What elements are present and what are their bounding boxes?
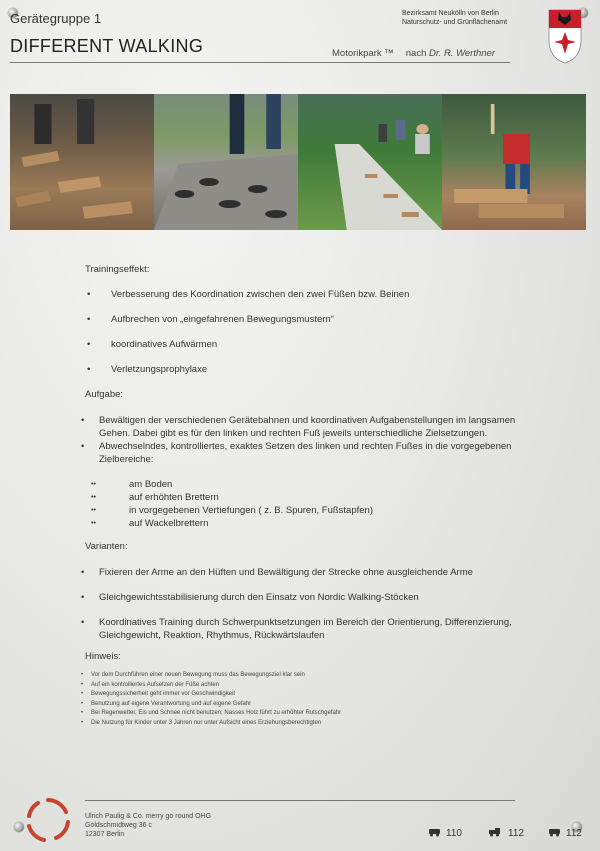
photo-footprint-track [154, 94, 298, 230]
list-item: • Benutzung auf eigene Verantwortung und auf eigene Gefahr [79, 700, 545, 710]
list-item: • Bewegungssicherheit geht immer vor Geschwindigkeit [79, 690, 545, 700]
company-city: 12307 Berlin [85, 831, 125, 838]
author-name: Dr. R. Werthner [429, 48, 496, 59]
list-item: •• auf Wackelbrettern [85, 517, 545, 530]
berlin-neukoelln-crest-icon [546, 6, 584, 64]
fall-height-icon [488, 827, 501, 837]
list-item: • Gleichgewichtsstabilisierung durch den Einsatz von Nordic Walking-Stöcken [79, 591, 545, 604]
training-effect-list [85, 289, 545, 375]
task-list [79, 414, 545, 466]
content-body [85, 264, 545, 728]
page-title: DIFFERENT WALKING [10, 36, 204, 56]
list-item: •• in vorgegebenen Vertiefungen ( z. B. Spuren, Fußstapfen) [85, 504, 545, 517]
photo-strip [10, 94, 586, 230]
task-title: Aufgabe: [85, 389, 124, 400]
merry-go-round-logo-icon [24, 796, 72, 844]
notes-list [79, 671, 545, 728]
list-item: • Abwechselndes, kontrolliertes, exaktes Setzen des linken und rechten Fußes in die vorgegebenen Zielbereiche: [79, 440, 545, 466]
district-office [402, 9, 542, 27]
list-item: •• am Boden [85, 478, 545, 491]
manufacturer-address [85, 812, 211, 839]
list-item: • Bewältigen der verschiedenen Gerätebahnen und koordinativen Aufgabenstellungen im langsamen Gehen. Dabei gibt es für den linken und rechten Fuß jeweils unterschiedliche Zielsetzungen. [79, 414, 545, 440]
footer-divider [85, 800, 515, 801]
height-value-2: 112 [508, 828, 524, 839]
fall-height-icon [548, 827, 561, 837]
office-line-2: Naturschutz- und Grünflächenamt [402, 19, 508, 26]
list-item: • koordinatives Aufwärmen [85, 339, 545, 350]
notes-title: Hinweis: [85, 651, 121, 662]
photo-walkers-on-gravel-path [298, 94, 442, 230]
list-item: •• auf erhöhten Brettern [85, 491, 545, 504]
list-item: • Die Nutzung für Kinder unter 3 Jahren nur unter Aufsicht eines Erziehungsberechtigten [79, 719, 545, 729]
list-item: • Bei Regenwetter, Eis und Schnee nicht benutzen; Nasses Holz führt zu erhöhter Rutschgefahr [79, 709, 545, 719]
screw-bottom-left [14, 822, 24, 832]
height-value-1: 110 [446, 828, 462, 839]
height-value-3: 112 [566, 828, 582, 839]
office-line-1: Bezirksamt Neukölln von Berlin [402, 10, 499, 17]
target-area-list [85, 478, 545, 530]
variants-title: Varianten: [85, 541, 128, 552]
list-item: • Fixieren der Arme an den Hüften und Bewältigung der Strecke ohne ausgleichende Arme [79, 566, 545, 579]
equipment-group-label: Gerätegruppe 1 [10, 11, 102, 26]
training-effect-title: Trainingseffekt: [85, 264, 150, 275]
list-item: • Auf ein kontrolliertes Aufsetzen der Füße achten [79, 681, 545, 691]
company-street: Goldschmidtweg 36 c [85, 822, 152, 829]
program-credit [332, 48, 495, 59]
title-divider [10, 62, 510, 63]
fall-height-icon [428, 827, 441, 837]
company-name: Ulrich Paulig & Co. merry go round OHG [85, 813, 212, 820]
variants-list [79, 566, 545, 642]
list-item: • Aufbrechen von „eingefahrenen Bewegungsmustern“ [85, 314, 545, 325]
author-prefix: nach [405, 48, 427, 59]
list-item: • Koordinatives Training durch Schwerpunktsetzungen im Bereich der Orientierung, Differenzierung, Gleichgewicht, Reaktion, Rhythmus, Rückwärtslaufen [79, 616, 545, 642]
list-item: • Verletzungsprophylaxe [85, 364, 545, 375]
photo-child-on-blocks [442, 94, 586, 230]
list-item: • Verbesserung des Koordination zwischen den zwei Füßen bzw. Beinen [85, 289, 545, 300]
program-name: Motorikpark ™ [332, 48, 394, 59]
list-item: • Vor dem Durchführen einer neuen Bewegung muss das Bewegungsziel klar sein [79, 671, 545, 681]
photo-wooden-stepping-blocks [10, 94, 154, 230]
